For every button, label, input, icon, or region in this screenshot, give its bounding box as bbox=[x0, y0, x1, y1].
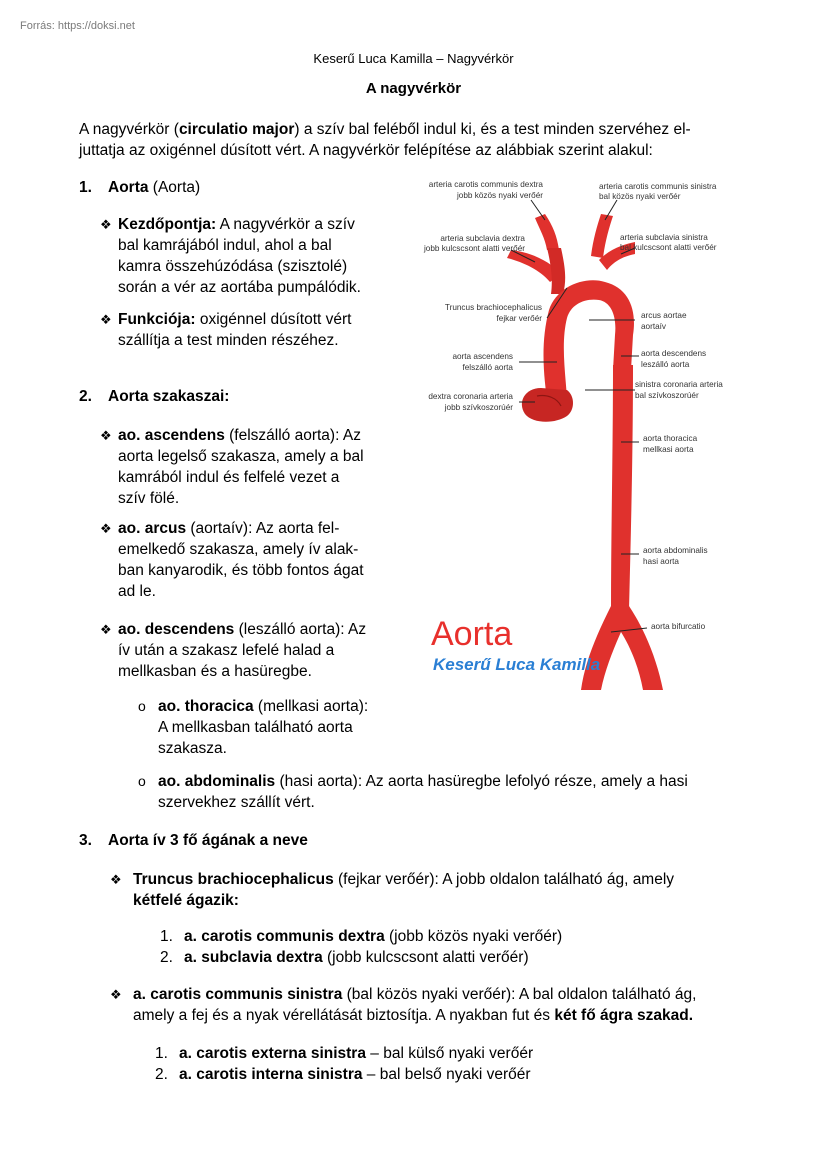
diamond-bullet-icon: ❖ bbox=[110, 987, 122, 1002]
label-truncus-1: Truncus brachiocephalicus bbox=[444, 303, 542, 312]
section-3-heading: 3. Aorta ív 3 fő ágának a neve bbox=[79, 832, 308, 849]
section-1-heading: 1. Aorta (Aorta) bbox=[79, 179, 201, 196]
label-cc-sinistra-1: arteria carotis communis sinistra bbox=[599, 182, 717, 191]
logo-title: Aorta bbox=[431, 615, 513, 653]
label-ascendens-1: aorta ascendens bbox=[452, 352, 513, 361]
label-truncus-2: fejkar verőér bbox=[496, 314, 542, 323]
list-item: 2. a. carotis interna sinistra – bal belső nyaki verőér bbox=[155, 1066, 531, 1083]
bullet-kezdopont: ❖ Kezdőpontja: A nagyvérkör a szív bal kamrájából indul, ahol a bal kamra összehúzódása (szisztolé) során a vér az aortába pumpálódik. bbox=[100, 216, 361, 296]
diagram-labels bbox=[423, 180, 723, 631]
label-cc-dextra-1: arteria carotis communis dextra bbox=[428, 180, 543, 189]
label-sub-sinistra-2: bal kulcscsont alatti verőér bbox=[620, 243, 717, 252]
list-item: 1. a. carotis externa sinistra – bal külső nyaki verőér bbox=[155, 1045, 534, 1062]
circle-bullet-icon: o bbox=[138, 773, 146, 789]
bullet-truncus: ❖ Truncus brachiocephalicus (fejkar verőér): A jobb oldalon található ág, amely kétfelé ágazik: bbox=[110, 871, 675, 909]
diamond-bullet-icon: ❖ bbox=[110, 872, 122, 887]
aorta-diagram bbox=[395, 170, 740, 690]
section-2-heading: 2. Aorta szakaszai: bbox=[79, 388, 230, 405]
diamond-bullet-icon: ❖ bbox=[100, 217, 112, 232]
label-coronaria-dextra-2: jobb szívkoszorúér bbox=[444, 403, 513, 412]
label-sub-dextra-1: arteria subclavia dextra bbox=[440, 234, 525, 243]
label-abdominalis-1: aorta abdominalis bbox=[643, 546, 708, 555]
label-sub-dextra-2: jobb kulcscsont alatti verőér bbox=[423, 244, 525, 253]
page-title: A nagyvérkör bbox=[365, 80, 462, 97]
intro-paragraph: A nagyvérkör (circulatio major) a szív bal feléből indul ki, és a test minden szervéhez el- juttatja az oxigénnel dúsított vért. A nagyvérkör felépítése az alábbiak szerint alakul: bbox=[79, 121, 691, 159]
label-coronaria-sinistra-2: bal szívkoszorúér bbox=[635, 391, 699, 400]
bullet-ascendens: ❖ ao. ascendens (felszálló aorta): Az aorta legelső szakasza, amely a bal kamrából indul és felfelé vezet a szív fölé. bbox=[100, 427, 364, 507]
carotis-list bbox=[155, 1043, 735, 1085]
bullet-funkcio: ❖ Funkciója: oxigénnel dúsított vért szállítja a test minden részéhez. bbox=[100, 311, 352, 349]
label-ascendens-2: felszálló aorta bbox=[462, 363, 513, 372]
diamond-bullet-icon: ❖ bbox=[100, 521, 112, 536]
label-arcus-1: arcus aortae bbox=[641, 311, 687, 320]
label-coronaria-sinistra-1: sinistra coronaria arteria bbox=[635, 380, 723, 389]
logo-author: Keserű Luca Kamilla bbox=[433, 655, 601, 674]
bullet-descendens: ❖ ao. descendens (leszálló aorta): Az ív után a szakasz lefelé halad a mellkasban és a hasüregbe. bbox=[100, 621, 367, 680]
bullet-carotis: ❖ a. carotis communis sinistra (bal közös nyaki verőér): A bal oldalon található ág, amely a fej és a nyak vérellátását biztosítja. A nyakban fut és két fő ágra szakad. bbox=[110, 986, 697, 1024]
diamond-bullet-icon: ❖ bbox=[100, 428, 112, 443]
page-header: Keserű Luca Kamilla – Nagyvérkör bbox=[313, 51, 514, 66]
label-thoracica-2: mellkasi aorta bbox=[643, 445, 694, 454]
label-descendens-1: aorta descendens bbox=[641, 349, 707, 358]
sub-bullet-abdominalis: o ao. abdominalis (hasi aorta): Az aorta hasüregbe lefolyó része, amely a hasi szervekhez szállít vért. bbox=[138, 773, 688, 811]
aorta-vessel-drawing bbox=[507, 214, 663, 690]
label-coronaria-dextra-1: dextra coronaria arteria bbox=[428, 392, 513, 401]
label-abdominalis-2: hasi aorta bbox=[643, 557, 679, 566]
label-cc-sinistra-2: bal közös nyaki verőér bbox=[599, 192, 681, 201]
label-descendens-2: leszálló aorta bbox=[641, 360, 690, 369]
label-thoracica-1: aorta thoracica bbox=[643, 434, 698, 443]
label-cc-dextra-2: jobb közös nyaki verőér bbox=[456, 191, 543, 200]
list-item: 1. a. carotis communis dextra (jobb közös nyaki verőér) bbox=[160, 928, 563, 945]
label-bifurcatio: aorta bifurcatio bbox=[651, 622, 706, 631]
list-item: 2. a. subclavia dextra (jobb kulcscsont alatti verőér) bbox=[160, 949, 529, 966]
diamond-bullet-icon: ❖ bbox=[100, 312, 112, 327]
sub-bullet-thoracica: o ao. thoracica (mellkasi aorta): A mellkasban található aorta szakasza. bbox=[138, 698, 369, 757]
truncus-list bbox=[160, 926, 740, 968]
diamond-bullet-icon: ❖ bbox=[100, 622, 112, 637]
source-note: Forrás: https://doksi.net bbox=[20, 20, 135, 32]
circle-bullet-icon: o bbox=[138, 698, 146, 714]
bullet-arcus: ❖ ao. arcus (aortaív): Az aorta fel- emelkedő szakasza, amely ív alak- ban kanyarodik, és több fontos ágat ad le. bbox=[100, 520, 364, 600]
label-arcus-2: aortaív bbox=[641, 322, 667, 331]
label-sub-sinistra-1: arteria subclavia sinistra bbox=[620, 233, 708, 242]
